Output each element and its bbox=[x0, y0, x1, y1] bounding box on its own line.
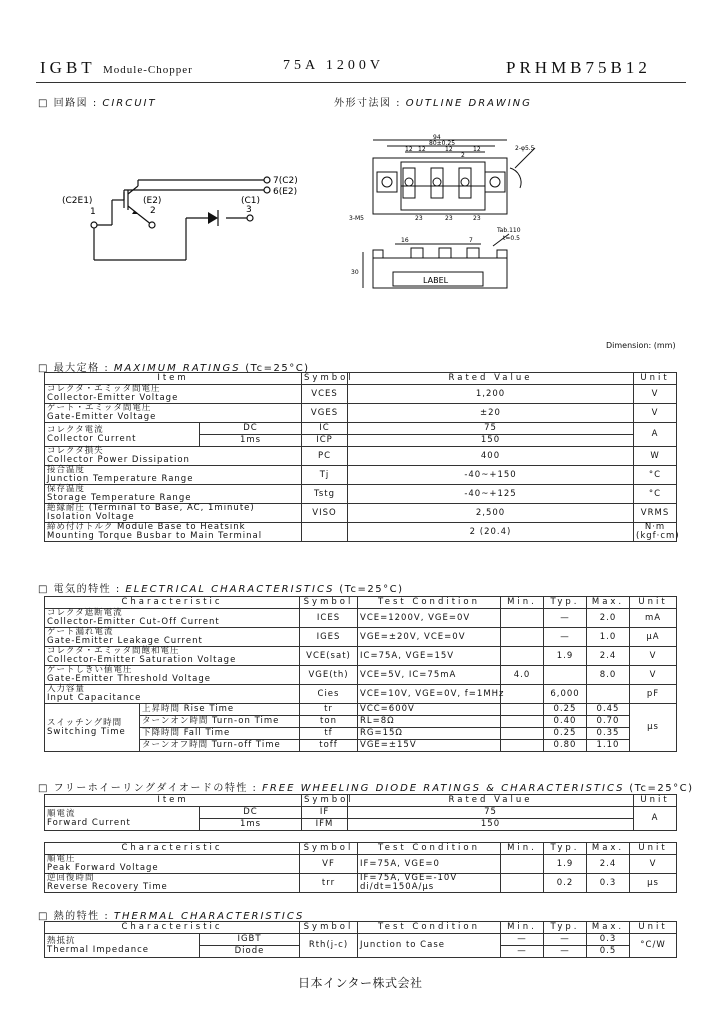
circuit-diagram bbox=[40, 160, 310, 270]
label-terminal-7: 7(C2) bbox=[273, 176, 298, 186]
label-text: LABEL bbox=[423, 276, 449, 285]
dim-94: 94 bbox=[433, 134, 441, 141]
max-ratings-title: □ 最大定格 : MAXIMUM RATINGS (Tc=25°C) bbox=[38, 363, 310, 374]
circuit-title: □ 回路図 : CIRCUIT bbox=[38, 98, 157, 109]
dim-tab: Tab.110 bbox=[497, 227, 521, 234]
dim-12a: 12 bbox=[405, 146, 413, 153]
label-c1: (C1) bbox=[241, 196, 261, 206]
fwd-char-table: Characteristic Symbol Test Condition Min. Typ. Max. Unit 順電圧 Peak Forward Voltage VF IF=75A, VGE=0 1.9 2.4 V 逆回復時間 Reverse Recovery Time trr IF=75A, VGE=-10V di/dt=150A/μs 0.2 0.3 μs bbox=[44, 842, 677, 893]
thermal-table: Characteristic Symbol Test Condition Min. Typ. Max. Unit 熱抵抗 Thermal Impedance IGBT Rth(j-c) Junction to Case — — 0.3 °C/W Diode — — 0.5 bbox=[44, 921, 677, 958]
module-type: Module-Chopper bbox=[103, 64, 193, 76]
part-number: PRHMB75B12 bbox=[506, 58, 651, 77]
dim-12b: 12 bbox=[418, 146, 426, 153]
dim-2a: 2 bbox=[461, 152, 465, 159]
thermal-title: □ 熱的特性 : THERMAL CHARACTERISTICS bbox=[38, 911, 305, 922]
dim-m5: 3-M5 bbox=[349, 215, 364, 222]
label-terminal-1: 1 bbox=[90, 207, 96, 217]
company-name: 日本インター株式会社 bbox=[298, 976, 423, 990]
dim-23a: 23 bbox=[415, 215, 423, 222]
outline-title: 外形寸法図 : OUTLINE DRAWING bbox=[334, 98, 532, 109]
elec-title: □ 電気的特性 : ELECTRICAL CHARACTERISTICS (Tc=25°C) bbox=[38, 584, 404, 595]
outline-drawing bbox=[345, 128, 555, 298]
rating: 75A 1200V bbox=[283, 58, 384, 73]
elec-table: Characteristic Symbol Test Condition Min. Typ. Max. Unit コレクタ遮断電流 Collector-Emitter Cut-Off Current ICES VCE=1200V, VGE=0V — 2.0 mA ゲート漏れ電流 Gate-Emitter Leakage Current IGES VGE=±20V, VCE=0V — 1.0 μA コレクタ・エミッタ間飽和電圧 Collector-Emitter Saturation Voltage VCE(sat) IC=75A, VGE=15V 1.9 2.4 V ゲートしきい値電圧 Gate-Emitter Threshold Voltage VGE(th) VCE=5V, IC=75mA 4.0 8.0 V 入力容量 Input Capacitance Cies VCE=10V, VGE=0V, f=1MHz 6,000 pF スイッチング時間 Switching Time 上昇時間 Rise Time tr VCC=600V 0.25 0.45 μs ターンオン時間 Turn-on Time ton RL=8Ω 0.40 0.70 下降時間 Fall Time tf RG=15Ω 0.25 0.35 ターンオフ時間 Turn-off Time toff VGE=±15V 0.80 1.10 bbox=[44, 596, 677, 752]
fwd-title: □ フリーホイーリングダイオードの特性 : FREE WHEELING DIODE RATINGS & CHARACTERISTICS (Tc=25°C) bbox=[38, 783, 694, 794]
label-terminal-3: 3 bbox=[246, 205, 252, 215]
dim-hole: 2-φ5.5 bbox=[515, 145, 535, 152]
label-c2e1: (C2E1) bbox=[62, 196, 93, 206]
brand: IGBT bbox=[40, 58, 96, 77]
dim-23b: 23 bbox=[445, 215, 453, 222]
label-terminal-6: 6(E2) bbox=[273, 187, 298, 197]
dim-23c: 23 bbox=[473, 215, 481, 222]
max-ratings-table: Item Symbol Rated Value Unit コレクタ・エミッタ間電圧 Collector-Emitter Voltage VCES 1,200 V ゲート・エミッタ間電圧 Gate-Emitter Voltage VGES ±20 V コレクタ電流 Collector Current DC IC 75 A 1ms ICP 150 コレクタ損失 Collector Power Dissipation PC 400 W 接合温度 Junction Temperature Range Tj -40~+150 °C 保存温度 Storage Temperature Range Tstg -40~+125 °C 絶縁耐圧 (Terminal to Base, AC, 1minute) Isolation Voltage VISO 2,500 VRMS 締め付けトルク Module Base to Heatsink Mounting Torque Busbar to Main Terminal 2 (20.4) N·m (kgf·cm) bbox=[44, 372, 677, 542]
dimension-unit: Dimension: (mm) bbox=[606, 341, 676, 350]
dim-30: 30 bbox=[351, 269, 359, 276]
dim-16: 16 bbox=[401, 237, 409, 244]
label-e2: (E2) bbox=[143, 196, 162, 206]
header-rule bbox=[36, 82, 686, 83]
dim-tab-t: t=0.5 bbox=[503, 235, 520, 242]
label-terminal-2: 2 bbox=[150, 206, 156, 216]
dim-12d: 12 bbox=[473, 146, 481, 153]
fwd-rating-table: Item Symbol Rated Value Unit 順電流 Forward Current DC IF 75 A 1ms IFM 150 bbox=[44, 794, 677, 831]
dim-12c: 12 bbox=[445, 146, 453, 153]
dim-80: 80±0.25 bbox=[429, 140, 456, 147]
dim-7: 7 bbox=[469, 237, 473, 244]
